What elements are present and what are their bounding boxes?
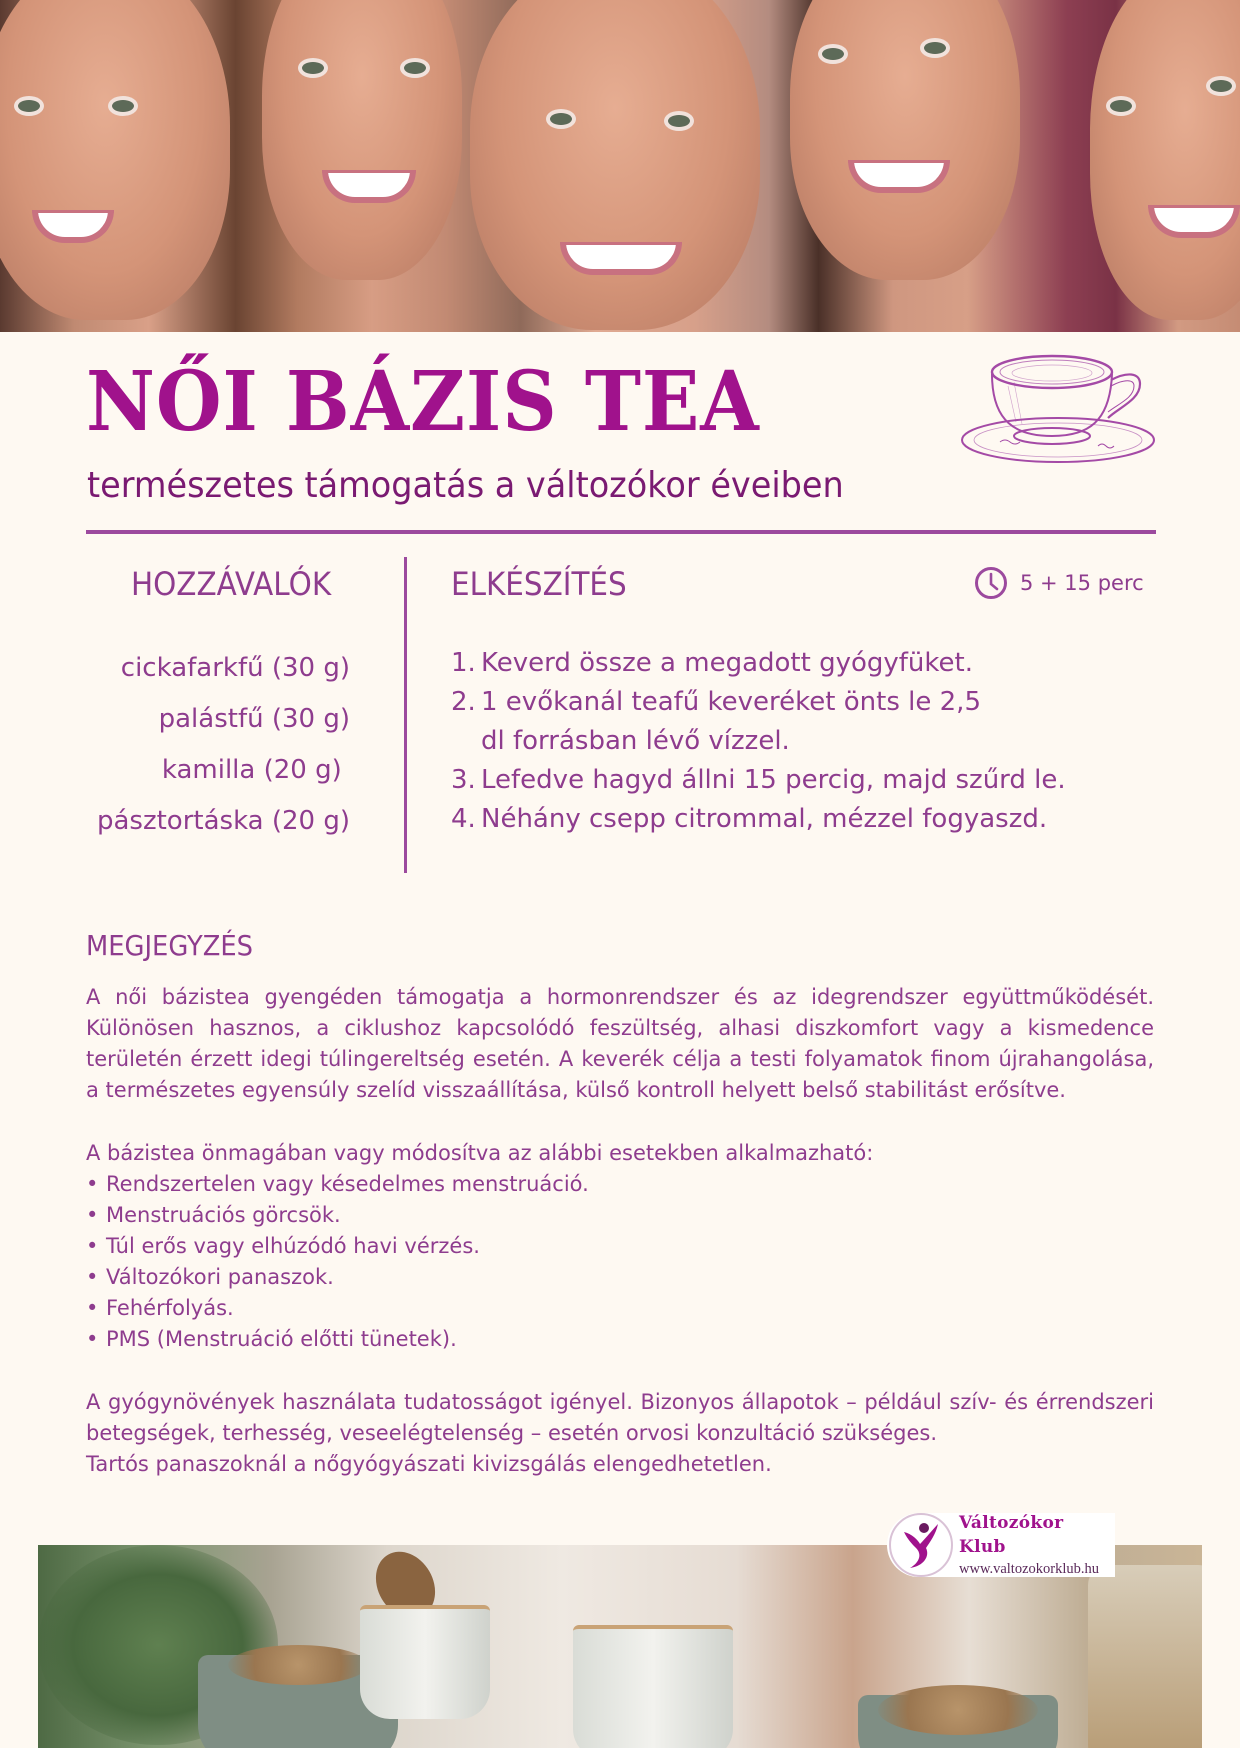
ingredient-item: kamilla (20 g) (161, 755, 350, 785)
face (0, 0, 230, 320)
indications (86, 1138, 1154, 1355)
steps-list (451, 644, 1171, 839)
text-line: betegségek, terhesség, veseelégtelenség – esetén orvosi konzultáció szükséges. (86, 1421, 937, 1445)
step-item (451, 800, 1171, 839)
indications-list (86, 1169, 1154, 1355)
eye (1210, 80, 1232, 92)
logo-url[interactable]: www.valtozokorklub.hu (959, 1561, 1100, 1577)
text-line: A női bázistea gyengéden támogatja a hormonrendszer és az idegrendszer együttműködését. (86, 985, 1154, 1009)
eye (18, 100, 40, 112)
logo-name: Változókor Klub (959, 1513, 1064, 1557)
step-item (451, 761, 1171, 800)
ingredient-item: cickafarkfű (30 g) (120, 653, 350, 683)
column-divider (404, 557, 407, 873)
text-line: Tartós panaszoknál a nőgyógyászati kivizsgálás elengedhetetlen. (86, 1452, 772, 1476)
eye (550, 113, 572, 125)
step-number: 4. (451, 804, 476, 834)
text-line: A gyógynövények használata tudatosságot igényel. Bizonyos állapotok – például szív- és érrendszeri (86, 1390, 1154, 1414)
preparation-heading: ELKÉSZÍTÉS (451, 565, 627, 603)
face (262, 0, 462, 280)
eye (822, 48, 844, 60)
text-line: területén érzett idegi túlingereltség esetén. A keverék célja a testi folyamatok finom újrahangolása, (86, 1047, 1154, 1071)
ingredient-item: pásztortáska (20 g) (96, 806, 350, 836)
cup (360, 1605, 490, 1719)
herbs (878, 1685, 1038, 1735)
step-text: Keverd össze a megadott gyógyfüket. (481, 648, 973, 678)
herbs (228, 1645, 368, 1685)
prep-time (974, 566, 1144, 600)
step-number: 3. (451, 765, 476, 795)
ingredients-heading: HOZZÁVALÓK (131, 565, 332, 603)
face (470, 0, 760, 330)
smile (560, 242, 682, 275)
hero-photo (0, 0, 1240, 332)
clock-icon (974, 566, 1008, 600)
step-item (451, 644, 1171, 683)
cup (573, 1625, 733, 1748)
text-line: Különösen hasznos, a ciklushoz kapcsolódó feszültség, alhasi diszkomfort vagy a kismedence (86, 1016, 1154, 1040)
eye (112, 100, 134, 112)
step-number: 2. (451, 687, 476, 717)
step-item (451, 683, 991, 761)
note-paragraph (86, 982, 1154, 1106)
note-heading: MEGJEGYZÉS (86, 929, 254, 962)
step-text: Néhány csepp citrommal, mézzel fogyaszd. (481, 804, 1048, 834)
text-line: a természetes egyensúly szelíd visszaállítása, külső kontroll helyett belső stabilitást erősítve. (86, 1078, 1066, 1102)
eye (404, 62, 426, 74)
list-item: • Fehérfolyás. (86, 1293, 1154, 1324)
step-text: 1 evőkanál teafű keveréket önts le 2,5 dl forrásban lévő vízzel. (481, 687, 981, 756)
step-number: 1. (451, 648, 476, 678)
face (1090, 0, 1240, 320)
dancing-figure-icon (900, 1520, 942, 1570)
ingredients-list (97, 643, 350, 847)
page-title: NŐI BÁZIS TEA (86, 354, 760, 450)
prep-time-text: 5 + 15 perc (1020, 571, 1144, 595)
list-item: • Menstruációs görcsök. (86, 1200, 1154, 1231)
face (790, 0, 1020, 280)
title-divider (86, 530, 1156, 534)
eye (924, 42, 946, 54)
warning-paragraph (86, 1387, 1154, 1480)
eye (668, 115, 690, 127)
eye (302, 62, 324, 74)
list-item: • Túl erős vagy elhúzódó havi vérzés. (86, 1231, 1154, 1262)
list-item: • Változókori panaszok. (86, 1262, 1154, 1293)
list-item: • Rendszertelen vagy késedelmes menstruáció. (86, 1169, 1154, 1200)
club-logo[interactable] (887, 1513, 1115, 1577)
indications-intro: A bázistea önmagában vagy módosítva az alábbi esetekben alkalmazható: (86, 1141, 874, 1165)
logo-text (959, 1511, 1115, 1579)
step-text: Lefedve hagyd állni 15 percig, majd szűrd le. (481, 765, 1066, 795)
list-item: • PMS (Menstruáció előtti tünetek). (86, 1324, 1154, 1355)
tea-cup-icon (958, 352, 1158, 466)
eye (1110, 100, 1132, 112)
jar (1088, 1565, 1202, 1748)
ingredient-item: palástfű (30 g) (158, 704, 350, 734)
logo-emblem (889, 1513, 953, 1577)
page-subtitle: természetes támogatás a változókor éveiben (87, 465, 844, 506)
